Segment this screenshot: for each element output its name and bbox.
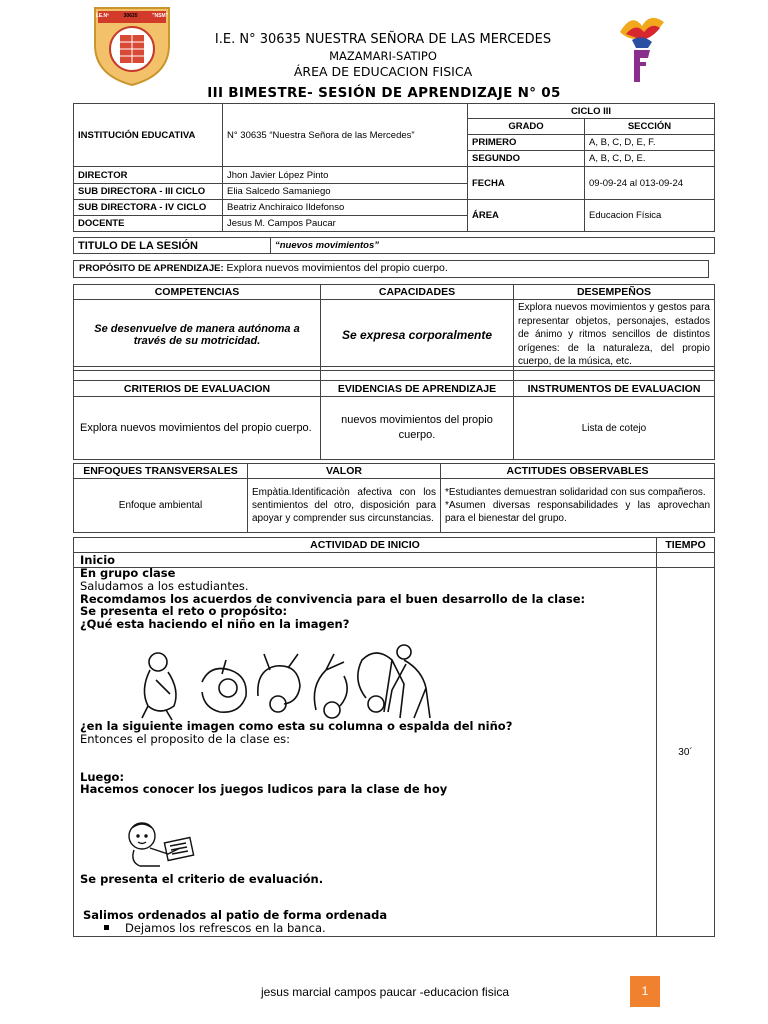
institucion-value: N° 30635 “Nuestra Señora de las Mercedes”: [223, 104, 468, 167]
grado-label: GRADO: [468, 119, 585, 135]
instrumentos-header: INSTRUMENTOS DE EVALUACION: [514, 381, 715, 397]
competencia-text: Se desenvuelve de manera autónoma a través de su motricidad.: [74, 300, 321, 371]
desempenos-header: DESEMPEÑOS: [514, 285, 715, 300]
proposito-value: Explora nuevos movimientos del propio cuerpo.: [223, 262, 448, 274]
session-title: III BIMESTRE- SESIÓN DE APRENDIZAJE N° 05: [207, 85, 561, 101]
director-label: DIRECTOR: [74, 167, 223, 183]
actitud-1: *Estudiantes demuestran solidaridad con sus compañeros.: [445, 487, 706, 498]
criterios-header: CRITERIOS DE EVALUACION: [74, 381, 321, 397]
valor-header: VALOR: [248, 464, 441, 479]
enfoque-text: Enfoque ambiental: [74, 479, 248, 533]
area-label: ÁREA: [468, 199, 585, 231]
inicio-label: Inicio: [74, 553, 657, 568]
child-writing-image: [120, 818, 200, 870]
area-value: Educacion Física: [585, 199, 715, 231]
titulo-value: “nuevos movimientos”: [271, 238, 715, 254]
seccion-label: SECCIÓN: [585, 119, 715, 135]
institucion-label: INSTITUCIÓN EDUCATIVA: [74, 104, 223, 167]
titulo-table: [73, 237, 715, 254]
sub3-label: SUB DIRECTORA - III CICLO: [74, 183, 223, 199]
proposito-box: [73, 260, 709, 278]
capacidad-text: Se expresa corporalmente: [321, 300, 514, 371]
logo-text-2: 30635: [123, 13, 138, 19]
school-logo: [92, 5, 172, 87]
sub4-value: Beatriz Anchiraico Ildefonso: [223, 199, 468, 215]
torch-logo-icon: [612, 12, 674, 86]
actividad-header: ACTIVIDAD DE INICIO: [74, 538, 657, 553]
act-line-8: Luego:: [80, 769, 125, 784]
children-rolling-image: [130, 640, 436, 722]
segundo-label: SEGUNDO: [468, 151, 585, 167]
act-line-3: Recomdamos los acuerdos de convivencia para el buen desarrollo de la clase:: [80, 591, 586, 606]
child-writing-icon: [120, 818, 200, 870]
criterio-text: Explora nuevos movimientos del propio cuerpo.: [74, 397, 321, 460]
activity-body-2: [80, 720, 650, 796]
valor-text: Empàtia.Identificaciòn afectiva con los sentimientos del otro, disposición para apoyar y comprender sus circunstancias.: [248, 479, 441, 533]
logo-text-1: I.E.Nº: [96, 13, 109, 19]
primero-value: A, B, C, D, E, F.: [585, 135, 715, 151]
fecha-value: 09-09-24 al 013-09-24: [585, 167, 715, 199]
capacidades-header: CAPACIDADES: [321, 285, 514, 300]
enfoques-table: [73, 463, 715, 533]
ciclo-label: CICLO III: [468, 104, 715, 119]
act-line-4: Se presenta el reto o propósito:: [80, 604, 288, 619]
footer-text: jesus marcial campos paucar -educacion fisica: [260, 985, 510, 999]
act-line-9: Hacemos conocer los juegos ludicos para la clase de hoy: [80, 782, 448, 797]
evidencia-text: nuevos movimientos del propio cuerpo.: [321, 397, 514, 460]
desempeno-text: Explora nuevos movimientos y gestos para representar objetos, personajes, estados de ánimo y ritmos sencillos de distintos orígenes: de la naturaleza, del propio cuerpo, de la música, etc.: [514, 300, 715, 371]
bullet-icon: [104, 925, 109, 930]
logo-text-3: "NSM": [152, 13, 168, 19]
tiempo-value: 30´: [657, 568, 715, 937]
area-logo: [612, 12, 674, 86]
act-line-7: Entonces el proposito de la clase es:: [80, 731, 291, 746]
school-name: I.E. N° 30635 NUESTRA SEÑORA DE LAS MERCEDES: [214, 32, 552, 47]
actitud-2: *Asumen diversas responsabilidades y las aprovechan para el bienestar del grupo.: [445, 500, 710, 524]
page-number-text: 1: [641, 984, 649, 998]
titulo-label: TITULO DE LA SESIÓN: [74, 238, 271, 254]
competencias-table: [73, 284, 715, 371]
primero-label: PRIMERO: [468, 135, 585, 151]
director-value: Jhon Javier López Pinto: [223, 167, 468, 183]
location: MAZAMARI-SATIPO: [329, 49, 437, 63]
act-line-10: Se presenta el criterio de evaluación.: [80, 872, 324, 886]
act-line-1: En grupo clase: [80, 566, 176, 580]
criterios-table: [73, 366, 715, 460]
evidencias-header: EVIDENCIAS DE APRENDIZAJE: [321, 381, 514, 397]
page-number: [630, 976, 660, 1007]
docente-label: DOCENTE: [74, 215, 223, 231]
rolling-children-icon: [130, 640, 436, 722]
act-line-2: Saludamos a los estudiantes.: [80, 578, 249, 593]
area-name: ÁREA DE EDUCACION FISICA: [293, 64, 473, 79]
instrumento-text: Lista de cotejo: [514, 397, 715, 460]
enfoques-header: ENFOQUES TRANSVERSALES: [74, 464, 248, 479]
info-table: [73, 103, 715, 232]
proposito-label: PROPÓSITO DE APRENDIZAJE:: [79, 263, 224, 274]
sub4-label: SUB DIRECTORA - IV CICLO: [74, 199, 223, 215]
act-line-5: ¿Qué esta haciendo el niño en la imagen?: [80, 617, 350, 632]
tiempo-header: TIEMPO: [657, 538, 715, 553]
act-line-12: Dejamos los refrescos en la banca.: [125, 920, 326, 935]
sub3-value: Elia Salcedo Samaniego: [223, 183, 468, 199]
segundo-value: A, B, C, D, E.: [585, 151, 715, 167]
fecha-label: FECHA: [468, 167, 585, 199]
activity-body: [80, 567, 650, 631]
act-line-6: ¿en la siguiente imagen como esta su columna o espalda del niño?: [80, 719, 513, 733]
docente-value: Jesus M. Campos Paucar: [223, 215, 468, 231]
competencias-header: COMPETENCIAS: [74, 285, 321, 300]
act-line-11: Salimos ordenados al patio de forma ordenada: [83, 907, 388, 922]
activity-body-3: [80, 873, 650, 934]
actitudes-header: ACTITUDES OBSERVABLES: [441, 464, 715, 479]
